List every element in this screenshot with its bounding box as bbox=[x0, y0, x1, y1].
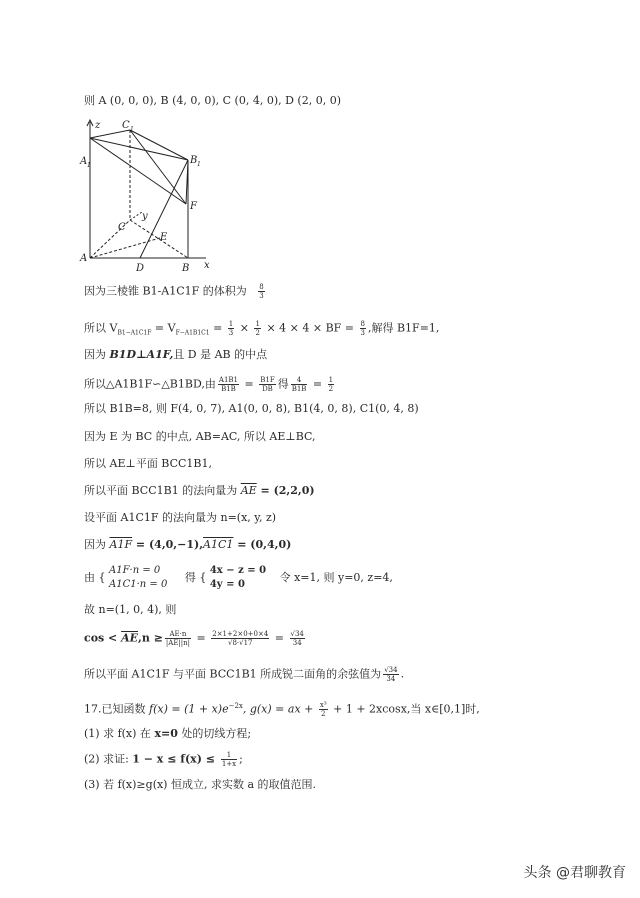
svg-text:1: 1 bbox=[197, 161, 201, 168]
similar-triangles-line: 所以△A1B1F∽△B1BD,由 $\frac{A1B1}{B1B}$ = $\frac{B1F}{DB}$ 得 $\frac{4}{B1B}$ = $\frac{1}{2}$ bbox=[84, 376, 334, 393]
vectors-line: 因为 A1F = (4,0,−1),A1C1 = (0,4,0) bbox=[84, 538, 292, 551]
coordinates-line: 则 A (0, 0, 0), B (4, 0, 0), C (0, 4, 0), D (2, 0, 0) bbox=[84, 94, 341, 107]
problem-17-part-2: (2) 求证: 1 − x ≤ f(x) ≤ $\frac{1}{1+x}$ ; bbox=[84, 751, 243, 768]
system-line: 由 { A1F·n = 0 A1C1·n = 0 得 { 4x − z = 0 4y = 0 令 x=1, 则 y=0, z=4, bbox=[84, 565, 393, 590]
volume-equation: 所以 $V_{B1-A1C1F} = V_{F-A1B1C1}$ = $\frac{1}{3}$ × $\frac{1}{2}$ × 4 × 4 × BF = $\frac{8}{3}$ ,解得 B1F=1, bbox=[84, 320, 440, 337]
label-B1: B bbox=[190, 155, 198, 166]
label-C1: C bbox=[122, 120, 130, 131]
label-C: C bbox=[118, 222, 126, 233]
cosine-line: $\cos < \overline{AE},n$ ≥ $\frac{AE\cdot n}{|AE||n|}$ = $\frac{2\times 1+2\times 0+0\times 4}{√8\cdot√17}$ = $\frac{√34}{34}$ bbox=[84, 630, 304, 647]
normal-vector-line: 所以平面 BCC1B1 的法向量为 $\overline{AE} = (2,2,0)$ bbox=[84, 484, 315, 497]
label-x: x bbox=[204, 260, 210, 271]
normal-result-line: 故 n=(1, 0, 4), 则 bbox=[84, 603, 177, 616]
watermark: 头条 @君聊教育 bbox=[523, 865, 626, 881]
perpendicular-plane-line: 所以 AE⊥平面 BCC1B1, bbox=[84, 457, 213, 470]
label-z: z bbox=[95, 120, 101, 131]
label-y: y bbox=[142, 211, 148, 222]
assume-normal-line: 设平面 A1C1F 的法向量为 n=(x, y, z) bbox=[84, 511, 277, 524]
label-B: B bbox=[182, 263, 190, 274]
svg-text:1: 1 bbox=[130, 126, 134, 133]
label-F: F bbox=[190, 201, 197, 212]
points-line: 所以 B1B=8, 则 F(4, 0, 7), A1(0, 0, 8), B1(4, 0, 8), C1(0, 4, 8) bbox=[84, 402, 419, 415]
label-D: D bbox=[136, 263, 145, 274]
conclusion-line: 所以平面 A1C1F 与平面 BCC1B1 所成锐二面角的余弦值为 $\frac{√34}{34}$ . bbox=[84, 666, 405, 683]
label-E: E bbox=[160, 232, 168, 243]
problem-17-part-3: (3) 若 f(x)≥g(x) 恒成立, 求实数 a 的取值范围. bbox=[84, 778, 317, 791]
perpendicular-line: 因为 B1D⊥A1F,且 D 是 AB 的中点 bbox=[84, 348, 268, 361]
volume-line: 因为三棱锥 B1-A1C1F 的体积为 $\frac{8}{3}$ bbox=[84, 283, 264, 300]
problem-17-statement: 17.已知函数 $f(x) = (1 + x)e^{-2x}$, g(x) = ax + $\frac{\text{x³}}{2}$ + 1 + 2xcosx,当 x∈[0,1]时, bbox=[84, 701, 480, 719]
prism-figure bbox=[78, 116, 218, 276]
label-A1: A bbox=[80, 156, 88, 167]
problem-17-part-1: (1) 求 f(x) 在 x=0 处的切线方程; bbox=[84, 727, 252, 740]
svg-text:1: 1 bbox=[87, 162, 91, 169]
midpoint-line: 因为 E 为 BC 的中点, AB=AC, 所以 AE⊥BC, bbox=[84, 430, 316, 443]
label-A: A bbox=[80, 253, 88, 264]
